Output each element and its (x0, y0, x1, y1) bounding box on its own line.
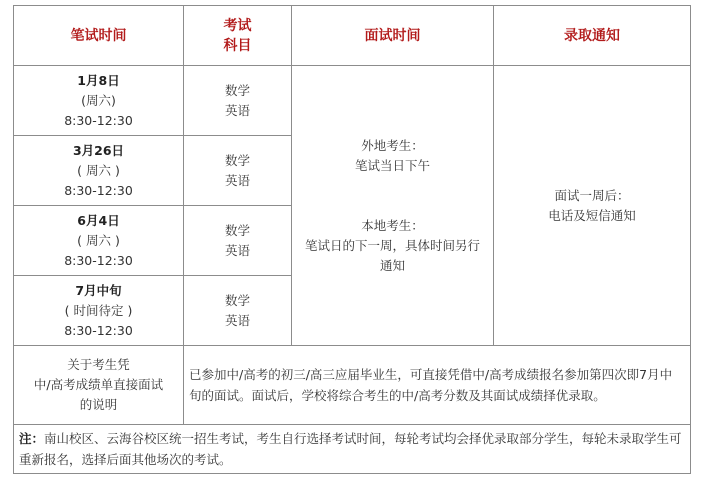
local-text-line1: 笔试日的下一周，具体时间另行 (304, 237, 480, 253)
subject-cell (184, 276, 292, 346)
header-subject-line1: 考试 (223, 17, 252, 34)
exam-weekday: ( 周六 ) (77, 162, 120, 178)
subject-math: 数学 (224, 82, 250, 98)
local-text-line2: 通知 (379, 257, 405, 273)
direct-interview-text: 已参加中/高考的初三/高三应届毕业生，可直接凭借中/高考成绩报名参加第四次即7月中旬的面试。面试后，学校将综合考生的中/高考分数及其面试成绩择优录取。 (184, 346, 691, 425)
exam-date-cell (14, 136, 184, 206)
header-exam-time: 笔试时间 (14, 6, 184, 66)
admission-cell (494, 66, 691, 346)
exam-date: 3月26日 (72, 142, 125, 158)
subject-cell (184, 206, 292, 276)
exam-weekday: ( 时间待定 ) (64, 302, 133, 318)
exam-time: 8:30-12:30 (64, 322, 133, 338)
subject-english: 英语 (224, 242, 250, 258)
subject-math: 数学 (224, 292, 250, 308)
exam-date: 6月4日 (77, 212, 120, 228)
exam-weekday: (周六) (81, 92, 116, 108)
direct-interview-label-line2: 中/高考成绩单直接面试 (33, 377, 164, 392)
header-subject (184, 6, 292, 66)
direct-interview-label (14, 346, 184, 425)
exam-time: 8:30-12:30 (64, 182, 133, 198)
direct-interview-label-line3: 的说明 (79, 397, 118, 412)
footnote-prefix: 注： (19, 431, 45, 446)
footnote-text: 南山校区、云海谷校区统一招生考试，考生自行选择考试时间，每轮考试均会择优录取部分学生，每轮未录取学生可重新报名，选择后面其他场次的考试。 (19, 431, 682, 467)
exam-date-cell (14, 66, 184, 136)
subject-english: 英语 (224, 172, 250, 188)
exam-date: 7月中旬 (75, 282, 122, 298)
exam-weekday: ( 周六 ) (77, 232, 120, 248)
subject-math: 数学 (224, 222, 250, 238)
nonlocal-text: 笔试当日下午 (354, 157, 430, 173)
direct-interview-row (14, 346, 691, 425)
table-row (14, 66, 691, 136)
spacer (292, 176, 493, 216)
exam-time: 8:30-12:30 (64, 112, 133, 128)
subject-english: 英语 (224, 312, 250, 328)
exam-date-cell (14, 276, 184, 346)
subject-english: 英语 (224, 102, 250, 118)
admission-line2: 电话及短信通知 (548, 207, 636, 223)
header-row (14, 6, 691, 66)
exam-date: 1月8日 (77, 72, 120, 88)
local-title: 本地考生： (361, 217, 424, 233)
exam-date-cell (14, 206, 184, 276)
subject-cell (184, 66, 292, 136)
header-subject-line2: 科目 (223, 37, 252, 54)
direct-interview-label-line1: 关于考生凭 (67, 357, 130, 372)
header-interview-time: 面试时间 (292, 6, 494, 66)
footnote (14, 425, 691, 474)
header-admission: 录取通知 (494, 6, 691, 66)
subject-math: 数学 (224, 152, 250, 168)
interview-time-cell (292, 66, 494, 346)
subject-cell (184, 136, 292, 206)
footnote-row (14, 425, 691, 474)
nonlocal-title: 外地考生： (361, 137, 424, 153)
exam-time: 8:30-12:30 (64, 252, 133, 268)
admission-line1: 面试一周后： (554, 187, 630, 203)
admission-schedule-table (13, 5, 691, 474)
